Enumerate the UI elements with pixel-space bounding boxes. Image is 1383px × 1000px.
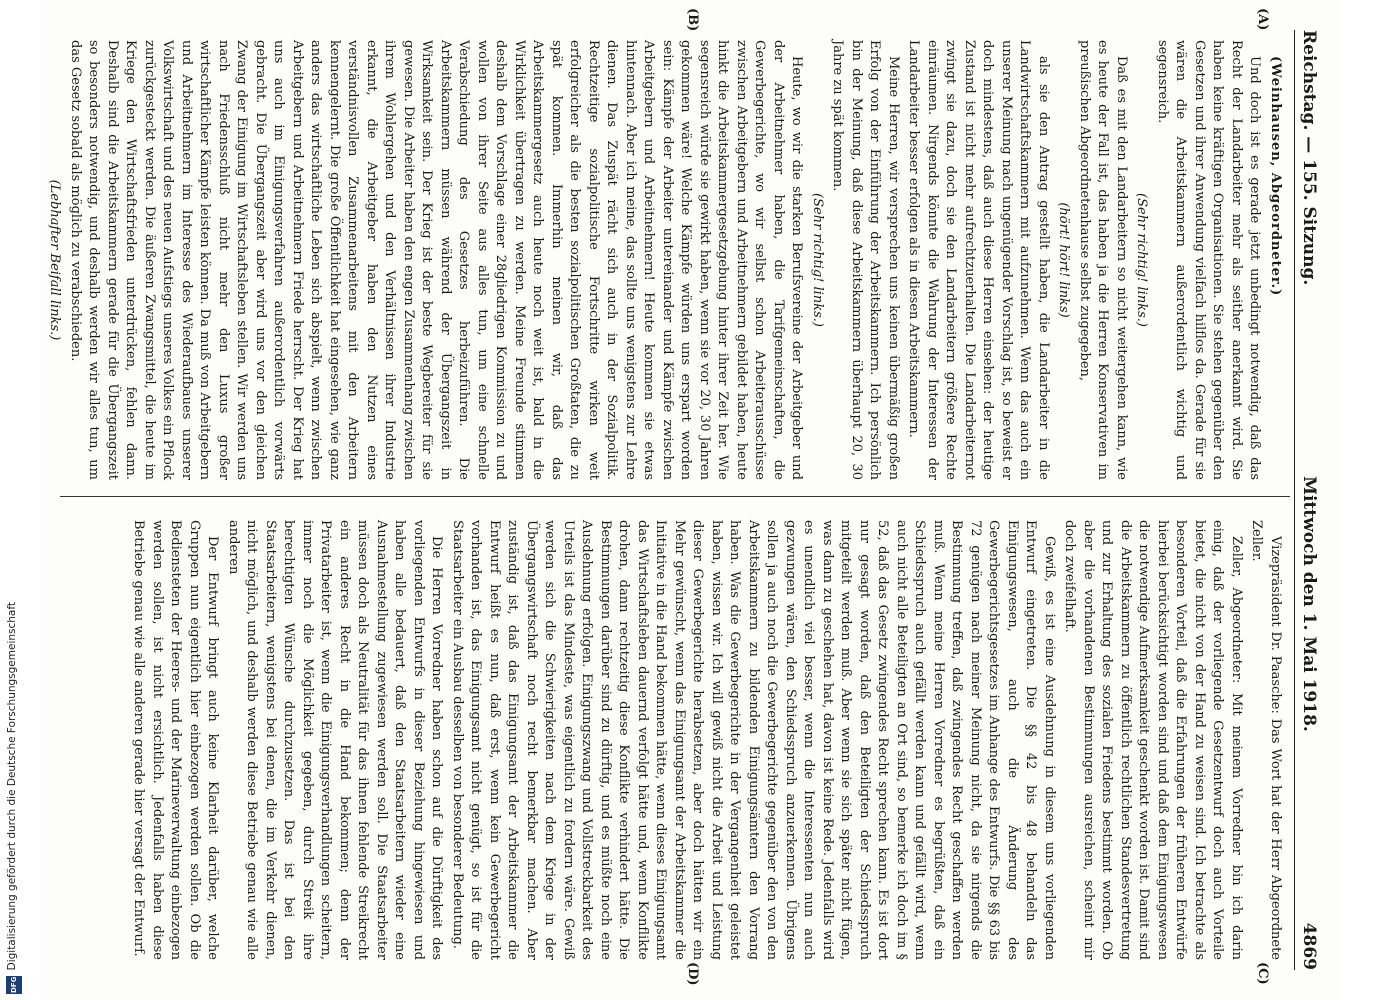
paragraph: Heute, wo wir die starken Berufsvereine der Arbeitgeber und der Arbeitnehmer haben, die Tarifgemeinschaften, die Gewerbegerichte, wo wir selbst schon Arbeiterausschüsse zwischen Arbeitgebern und Arbeitnehmern gebildet haben, heute hinkt die Arbeitskammergesetzgebung hinter ihrer Zeit her. Wie segensreich würde sie gewirkt haben, wenn sie vor 20, 30 Jahren gekommen wäre! Welche Kämpfe würden uns erspart worden sein: Kämpfe der Arbeiter untereinander und Kämpfe zwischen Arbeitgebern und Arbeitnehmern! Heute kommen sie etwas hintennach. Aber ich meine, das sollte uns wenigstens zur Lehre dienen. Das Zuspät rächt sich auch in der Sozialpolitik. Rechtzeitige sozialpolitische Fortschritte wirken weit erfolgreicher als die besten sozialpolitischen Großtaten, die zu spät kommen. Immerhin meinen wir, daß das Arbeitskammergesetz auch heute noch weit ist, bald in die Wirklichkeit übertragen zu werden. Meine Freunde stimmen deshalb dem Vorschlage einer 28gliedrigen Kommission zu und wollen von ihrer Seite aus alles tun, um eine schnelle Verabschiedung des Gesetzes herbeizuführen. Die Arbeitskammern müssen während der Übergangszeit in Wirksamkeit sein. Der Krieg ist der beste Wegbereiter für sie gewesen. Die Arbeiter haben den engen Zusammenhang zwischen ihrem Wohlergehen und den Verhältnissen ihrer Industrie erkannt, die Arbeitgeber haben den Nutzen eines verständnisvollen Zusammenarbeitens mit den Arbeitern kennengelernt. Die große Öffentlichkeit hat eingesehen, wie ganz anders das wirtschaftliche Leben sich abspielt, wenn zwischen Arbeitgebern und Arbeitnehmern Friede herrscht. Der Krieg hat uns auch im Einigungsverfahren außerordentlich vorwärts gebracht. Die Übergangszeit aber wird uns vor den gleichen Zwang der Einigung im Wirtschaftsleben stellen. Wir werden uns nach Friedensschluß nicht mehr den Luxus großer wirtschaftlicher Kämpfe leisten können. Da muß von Arbeitgebern und Arbeitnehmern im Interesse des Wiederaufbaues unserer Volkswirtschaft und des neuen Aufstiegs unseres Volkes ein Pflock zurückgesteckt werden. Die äußeren Zwangsmittel, die heute im Kriege den Wirtschaftsfrieden unterdrücken, fehlen dann. Deshalb sind die Arbeitskammern gerade für die Übergangszeit so besonders notwendig, und deshalb werden wir alles tun, um das Gesetz sobald als möglich zu verabschieden. (68, 40, 805, 480)
paragraph: Daß es mit den Landarbeitern so nicht weitergehen kann, wie es heute der Fall ist, das haben ja die Herren Konservativen im preußischen Abgeordnetenhause selbst zugegeben, (1077, 40, 1129, 480)
margin-mark-d: (D) (685, 962, 700, 986)
page-number: 4869 (1299, 922, 1319, 970)
right-column (64, 520, 1284, 960)
paragraph: Gewiß, es ist eine Ausdehnung in diesem uns vorliegenden Entwurf eingetreten. Die §§ 42 bis 48 behandeln das Einigungswesen, auch die Änderung des Gewerbegerichtsgesetzes im Anhange des Entwurfs. Die §§ 63 bis 72 genügen nach meiner Meinung nicht, da sie nirgends die Bestimmung treffen, daß zwingendes Recht geschaffen werden muß. Wenn meine Herren Vorredner es begrüßten, daß ein Schiedsspruch auch gefällt werden kann und gefällt wird, wenn auch nicht alle Beteiligten an Ort sind, so bemerke ich doch im § 52, daß das Gesetz zwingendes Recht sprechen kann. Es ist dort nur gesagt worden, daß den Beteiligten der Schiedsspruch mitgeteilt werden muß. Aber wenn sie sich später nicht fügen, was dann zu geschehen hat, davon ist keine Rede. Jedenfalls wird es unendlich viel besser, wenn die Interessenten nun auch gezwungen wären, den Schiedsspruch anzuerkennen. Übrigens sollen ja auch noch die Gewerbegerichte gegenüber den von den Arbeitskammern zu bildenden Einigungsämtern den Vorrang haben. Was die Gewerbegerichte in der Vergangenheit geleistet haben, wissen wir. Ich will gewiß nicht die Arbeit und Leistung dieser Gewerbegerichte herabsetzen, aber doch hätten wir ein Mehr gewünscht, wenn das Einigungsamt der Arbeitskammer die Initiative in die Hand bekommen hätte, wenn dieses Einigungsamt das Wirtschaftsleben dauernd verfolgt hätte und, wenn Konflikte drohen, dann rechtzeitig diese Konflikte verhindert hätte. Die Bestimmungen darüber sind zu dürftig, und es müßte noch eine Ausdehnung erfolgen. Einigungszwang und Vollstreckbarkeit des Urteils ist das Mindeste, was eigentlich zu fordern wäre. Gewiß werden sich die Schwierigkeiten nach dem Kriege in der Übergangswirtschaft noch recht bemerkbar machen. Aber zuständig ist, daß das Einigungsamt der Arbeitskammer die Entwurf heißt es nun, daß erst, wenn kein Gewerbegericht vorhanden ist, das Einigungsamt nicht genügt, so ist für die Staatsarbeiter ein Ausbau desselben von besonderer Bedeutung. (450, 520, 1057, 960)
dfg-logo: DFG (6, 976, 22, 994)
paragraph: Die Herren Vorredner haben schon auf die Dürftigkeit des vorliegenden Entwurfs in dieser Beziehung hingewiesen und haben alle bedauert, daß den Staatsarbeitern wieder eine Ausnahmestellung zugewiesen werden soll. Die Staatsarbeiter müssen doch als Neutralität für das ihnen fehlende Streikrecht ein anderes Recht in die Hand bekommen; denn der Privatarbeiter ist, wenn die Einigungsverhandlungen scheitern, immer noch die Möglichkeit gegeben, durch Streik ihre berechtigten Wünsche durchzusetzen. Das ist bei den Staatsarbeitern, wenigstens bei denen, die im Verkehr dienen, nicht möglich, und deshalb werden diese Betriebe genau wie alle anderen (226, 520, 445, 960)
header-left: Reichstag. — 155. Sitzung. (1299, 30, 1319, 286)
interjection: (Lebhafter Beifall links.) (47, 179, 63, 341)
interjection: (Sehr richtig! links.) (1134, 193, 1150, 327)
paragraph: als sie den Antrag gestellt haben, die Landarbeiter in die Landwirtschaftskammern mit aufzunehmen. Wenn das auch ein unserer Meinung nach ungenügender Vorschlag ist, so beweist er doch mindestens, daß auch diese Herren einsehen: der heutige Zustand ist nicht mehr aufrechtzuerhalten. Die Landarbeiternot zwingt sie dazu, doch sie den Landarbeitern größere Rechte einräumen. Nirgends könnte die Wahrung der Interessen der Landarbeiter besser erfolgen als in diesen Arbeitskammern. (906, 40, 1051, 480)
margin-mark-b: (B) (685, 8, 700, 32)
paragraph: Meine Herren, wir versprechen uns keinen übermäßig großen Erfolg von der Einführung der Arbeitskammern. Ich persönlich bin der Meinung, daß diese Arbeitskammern überhaupt 20, 30 Jahre zu spät kommen. (830, 40, 901, 480)
paragraph: Zeller, Abgeordneter: Mit meinem Vorredner bin ich darin einig, daß der vorliegende Gesetzentwurf doch auch Vorteile bietet, die nicht von der Hand zu weisen sind. Ich betrachte als besonderen Vorteil, daß die Erfahrungen der früheren Entwürfe hierbei berücksichtigt worden sind und daß dem Einigungswesen die notwendige Aufmerksamkeit geschenkt worden ist. Damit sind die Arbeitskammern zu öffentlich rechtlichen Standesvertretung und zur Erhaltung des sozialen Friedens bestimmt worden. Ob aber die vorhandenen Bestimmungen ausreichen, scheint mir doch zweifelhaft. (1062, 520, 1244, 960)
margin-mark-a: (A) (1255, 8, 1270, 31)
rotated-page (40, 0, 1340, 1000)
credit-text: Digitalisierung gefördert durch die Deutsche Forschungsgemeinschaft (6, 601, 18, 970)
interjection: (Sehr richtig! links.) (810, 193, 825, 327)
margin-mark-c: (C) (1255, 962, 1270, 985)
interjection: (hört! hört! links) (1056, 202, 1072, 318)
digitization-credit (4, 0, 24, 1000)
paragraph: Der Entwurf bringt auch keine Klarheit darüber, welche Gruppen nun eigentlich hier einbezogen werden sollen. Ob die Bediensteten der Heeres- und der Marineverwaltung einbezogen werden sollen, ist nicht ersichtlich. Jedenfalls haben diese Betriebe genau wie alle anderen gerade hier versagt der Entwurf. (131, 520, 221, 960)
column-divider (60, 496, 1290, 497)
page-header (1294, 30, 1330, 970)
paragraph: Und doch ist es gerade jetzt unbedingt notwendig, daß das Recht der Landarbeiter mehr als seither anerkannt wird. Sie haben keine kräftigen Organisationen. Sie stehen gegenüber den Gesetzen und ihrer Anwendung vielfach hilflos da. Gerade für sie wären die Arbeitskammern außerordentlich wichtig und segensreich. (1155, 40, 1263, 480)
left-column (47, 40, 1284, 480)
header-center: Mittwoch den 1. Mai 1918. (1299, 476, 1319, 732)
speaker-line: (Weinhausen, Abgeordneter.) (1268, 56, 1283, 297)
paragraph: Vizepräsident Dr. Paasche: Das Wort hat der Herr Abgeordnete Zeller. (1249, 520, 1283, 960)
